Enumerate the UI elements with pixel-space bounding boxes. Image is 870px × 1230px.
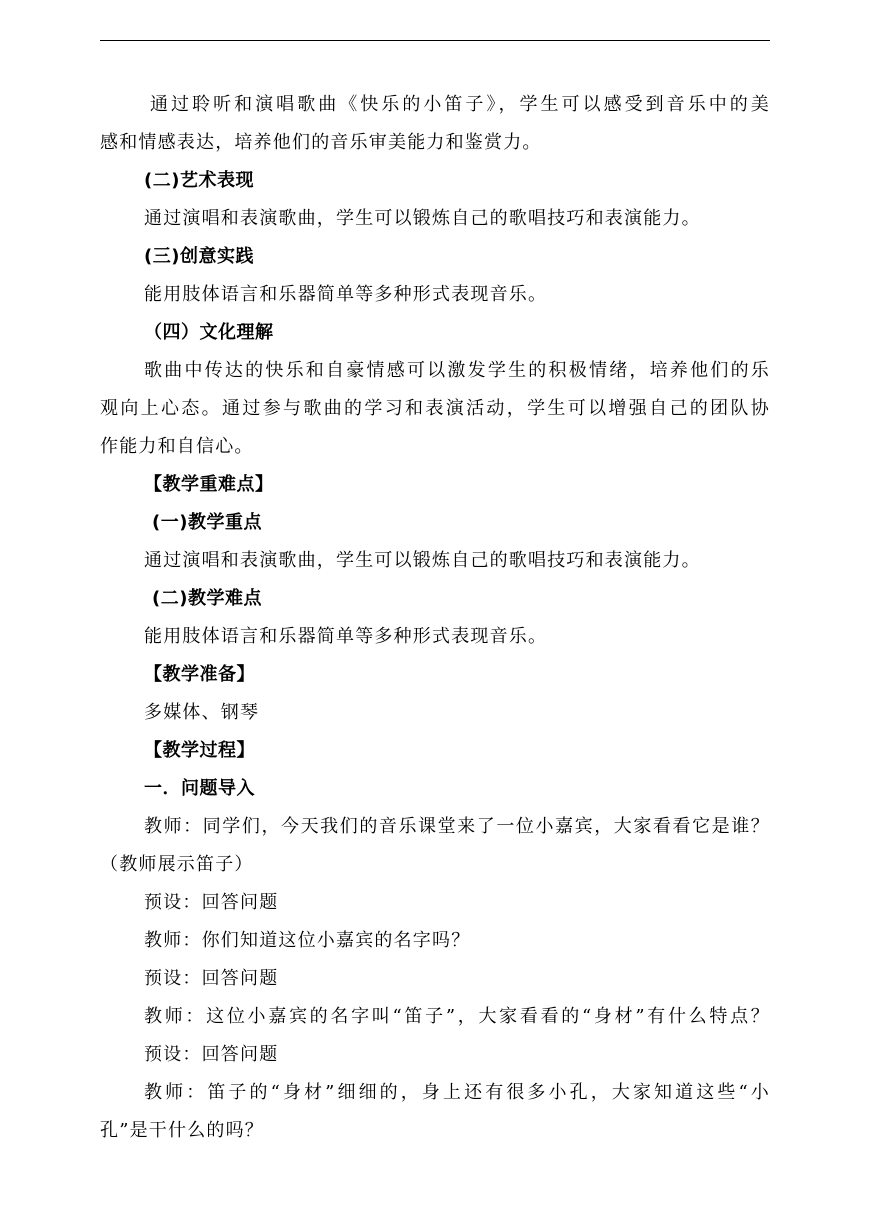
section-heading: （四）文化理解 — [144, 322, 274, 343]
document-body — [100, 86, 770, 1150]
text-line: 预设：回答问题 — [144, 968, 279, 989]
section-heading: 【教学重难点】 — [144, 474, 274, 495]
text-line: 多媒体、钢琴 — [144, 702, 260, 723]
text-line: 孔”是干什么的吗？ — [100, 1120, 265, 1141]
text-line: 能用肢体语言和乐器简单等多种形式表现音乐。 — [144, 626, 548, 647]
text-line: 能用肢体语言和乐器简单等多种形式表现音乐。 — [144, 284, 548, 305]
text-line: 教师：你们知道这位小嘉宾的名字吗？ — [144, 930, 471, 951]
text-line: 预设：回答问题 — [144, 1044, 279, 1065]
text-line: 预设：回答问题 — [144, 892, 279, 913]
text-line: 教师：同学们，今天我们的音乐课堂来了一位小嘉宾，大家看看它是谁？ — [144, 816, 770, 837]
text-line: 教师：笛子的“身材”细细的，身上还有很多小孔，大家知道这些“小 — [144, 1082, 770, 1103]
section-heading: 【教学准备】 — [144, 664, 255, 685]
text-line: 教师：这位小嘉宾的名字叫“笛子”，大家看看的“身材”有什么特点？ — [144, 1006, 770, 1027]
text-line: 通过聆听和演唱歌曲《快乐的小笛子》，学生可以感受到音乐中的美 — [150, 94, 770, 115]
text-line: （教师展示笛子） — [100, 854, 254, 875]
section-heading: (三)创意实践 — [144, 246, 254, 267]
text-line: 通过演唱和表演歌曲，学生可以锻炼自己的歌唱技巧和表演能力。 — [144, 208, 701, 229]
section-heading: (一)教学重点 — [152, 512, 262, 533]
header-rule — [100, 40, 770, 41]
text-line: 歌曲中传达的快乐和自豪情感可以激发学生的积极情绪，培养他们的乐 — [144, 360, 770, 381]
text-line: 感和情感表达，培养他们的音乐审美能力和鉴赏力。 — [100, 132, 542, 153]
text-line: 观向上心态。通过参与歌曲的学习和表演活动，学生可以增强自己的团队协 — [100, 398, 770, 419]
section-heading: 【教学过程】 — [144, 740, 255, 761]
section-heading: 一．问题导入 — [144, 778, 255, 799]
text-line: 作能力和自信心。 — [100, 436, 254, 457]
section-heading: (二)教学难点 — [152, 588, 262, 609]
text-line: 通过演唱和表演歌曲，学生可以锻炼自己的歌唱技巧和表演能力。 — [144, 550, 701, 571]
section-heading: (二)艺术表现 — [144, 170, 254, 191]
